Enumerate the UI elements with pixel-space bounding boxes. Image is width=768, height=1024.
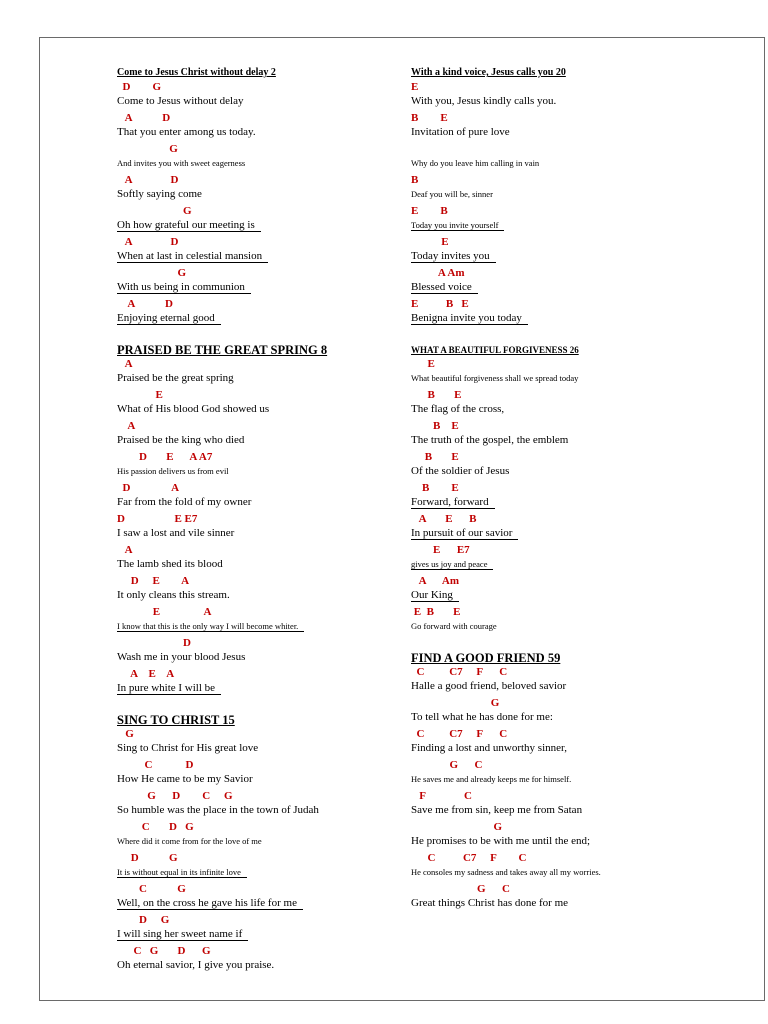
lyric-line: [117, 371, 407, 389]
chord-line: A D: [117, 174, 179, 186]
song-block: [117, 329, 407, 699]
lyric-line: [411, 588, 711, 606]
lyric-text: He consoles my sadness and takes away all my worries.: [411, 867, 601, 877]
chord-line: C C7 F C: [411, 666, 508, 678]
chord-line: A Am: [411, 575, 459, 587]
chord-line: A: [117, 358, 133, 370]
lyric-text: I know that this is the only way I will become whiter.: [117, 621, 304, 632]
lyric-text: With us being in communion: [117, 281, 251, 294]
lyric-text: Today you invite yourself: [411, 220, 504, 231]
chord-line: D E A A7: [117, 451, 213, 463]
lyric-text: His passion delivers us from evil: [117, 466, 229, 476]
lyric-line: [117, 495, 407, 513]
lyric-text: Our King: [411, 589, 459, 602]
lyric-line: [117, 557, 407, 575]
lyric-line: [117, 803, 407, 821]
lyric-text: The lamb shed its blood: [117, 558, 223, 570]
chord-line: C G: [117, 883, 186, 895]
chord-line: A: [117, 544, 133, 556]
lyric-line: [411, 803, 711, 821]
song-title: SING TO CHRIST 15: [117, 713, 235, 727]
chord-line: G: [117, 205, 192, 217]
chord-line: D G: [117, 852, 178, 864]
chord-line: G: [117, 728, 134, 740]
chord-line: D G: [117, 81, 161, 93]
song-title: FIND A GOOD FRIEND 59: [411, 651, 561, 665]
lyric-text: Wash me in your blood Jesus: [117, 651, 246, 663]
chord-line: E B: [411, 205, 448, 217]
lyric-line: [117, 280, 407, 298]
lyric-text: Benigna invite you today: [411, 312, 528, 325]
lyric-text: Praised be the great spring: [117, 372, 234, 384]
chord-line: A D: [117, 298, 173, 310]
songbook-page: [39, 37, 765, 1001]
lyric-text: What beautiful forgiveness shall we spread today: [411, 373, 579, 383]
chord-line: A E B: [411, 513, 477, 525]
lyric-line: [117, 865, 407, 883]
chord-line: E B E: [411, 298, 469, 310]
chord-line: C G D G: [117, 945, 211, 957]
chord-line: G D C G: [117, 790, 233, 802]
chord-line: B: [411, 174, 419, 186]
lyric-line: [411, 526, 711, 544]
chord-line: E: [117, 389, 163, 401]
lyric-text: Oh how grateful our meeting is: [117, 219, 261, 232]
chord-line: B E: [411, 112, 448, 124]
lyric-text: Deaf you will be, sinner: [411, 189, 493, 199]
song-block: [411, 329, 711, 637]
chord-line: G: [411, 697, 500, 709]
lyric-line: [117, 402, 407, 420]
lyric-line: [411, 94, 711, 112]
chord-line: G: [117, 267, 187, 279]
lyric-line: [117, 958, 407, 976]
lyric-text: Great things Christ has done for me: [411, 897, 569, 909]
lyric-text: Well, on the cross he gave his life for me: [117, 897, 303, 910]
lyric-line: [411, 187, 711, 205]
chord-line: E: [411, 81, 419, 93]
lyric-text: That you enter among us today.: [117, 126, 256, 138]
lyric-line: [117, 741, 407, 759]
lyric-text: Forward, forward: [411, 496, 495, 509]
lyric-line: [411, 280, 711, 298]
song-block: [117, 66, 407, 329]
lyric-text: Invitation of pure love: [411, 126, 510, 138]
chord-line: E: [411, 358, 435, 370]
chord-line: D E A: [117, 575, 190, 587]
chord-line: D G: [117, 914, 170, 926]
lyric-text: I saw a lost and vile sinner: [117, 527, 235, 539]
lyric-line: [411, 710, 711, 728]
lyric-line: [411, 371, 711, 389]
lyric-line: [411, 311, 711, 329]
song-title: Come to Jesus Christ without delay 2: [117, 67, 276, 78]
lyric-text: Enjoying eternal good: [117, 312, 221, 325]
lyric-line: [411, 433, 711, 451]
lyric-line: [117, 218, 407, 236]
chord-line: B E: [411, 482, 459, 494]
lyric-line: [117, 681, 407, 699]
song-title: With a kind voice, Jesus calls you 20: [411, 67, 566, 78]
lyric-text: Why do you leave him calling in vain: [411, 158, 540, 168]
chord-line: E E7: [411, 544, 470, 556]
lyric-line: [117, 156, 407, 174]
lyric-line: [411, 218, 711, 236]
chord-line: C D: [117, 759, 194, 771]
lyric-text: Sing to Christ for His great love: [117, 742, 259, 754]
lyric-line: [117, 772, 407, 790]
chord-line: B E: [411, 451, 459, 463]
chord-line: D A: [117, 482, 180, 494]
lyric-line: [411, 557, 711, 575]
lyric-line: [117, 464, 407, 482]
lyric-line: [117, 94, 407, 112]
lyric-text: It is without equal in its infinite love: [117, 867, 247, 878]
chord-line: G: [411, 821, 503, 833]
lyric-text: Praised be the king who died: [117, 434, 245, 446]
song-block: [117, 699, 407, 976]
lyric-text: Oh eternal savior, I give you praise.: [117, 959, 275, 971]
lyric-text: In pure white I will be: [117, 682, 221, 695]
chord-line: F C: [411, 790, 473, 802]
lyric-text: Far from the fold of my owner: [117, 496, 252, 508]
chord-line: D E E7: [117, 513, 198, 525]
lyric-line: [117, 125, 407, 143]
chord-line: A D: [117, 236, 179, 248]
lyric-line: [117, 311, 407, 329]
lyric-line: [411, 772, 711, 790]
chord-line: G: [117, 143, 178, 155]
chord-line: A Am: [411, 267, 465, 279]
lyric-text: In pursuit of our savior: [411, 527, 518, 540]
lyric-text: Halle a good friend, beloved savior: [411, 680, 567, 692]
right-column: [411, 66, 711, 914]
lyric-text: Go forward with courage: [411, 621, 497, 631]
song-title: PRAISED BE THE GREAT SPRING 8: [117, 343, 328, 357]
lyric-text: He saves me and already keeps me for himself.: [411, 774, 572, 784]
lyric-line: [411, 741, 711, 759]
lyric-line: [411, 156, 711, 174]
lyric-line: [117, 526, 407, 544]
lyric-text: The truth of the gospel, the emblem: [411, 434, 569, 446]
lyric-text: The flag of the cross,: [411, 403, 505, 415]
lyric-line: [411, 495, 711, 513]
lyric-text: How He came to be my Savior: [117, 773, 253, 785]
lyric-line: [117, 650, 407, 668]
chord-line: C C7 F C: [411, 852, 527, 864]
lyric-line: [411, 249, 711, 267]
chord-line: E A: [117, 606, 212, 618]
song-spacer: [117, 699, 407, 713]
chord-line: G C: [411, 883, 510, 895]
song-spacer: [411, 329, 711, 343]
lyric-text: gives us joy and peace: [411, 559, 493, 570]
lyric-line: [411, 896, 711, 914]
lyric-text: It only cleans this stream.: [117, 589, 230, 601]
lyric-line: [117, 249, 407, 267]
song-spacer: [117, 329, 407, 343]
lyric-text: Finding a lost and unworthy sinner,: [411, 742, 567, 754]
lyric-text: Softly saying come: [117, 188, 202, 200]
lyric-line: [411, 125, 711, 143]
lyric-text: And invites you with sweet eagerness: [117, 158, 246, 168]
left-column: [117, 66, 407, 976]
lyric-line: [411, 834, 711, 852]
chord-line: A E A: [117, 668, 175, 680]
lyric-line: [411, 464, 711, 482]
lyric-line: [117, 896, 407, 914]
chord-line: C D G: [117, 821, 194, 833]
chord-line: E: [411, 236, 449, 248]
lyric-line: [411, 402, 711, 420]
chord-line: E B E: [411, 606, 461, 618]
song-title: WHAT A BEAUTIFUL FORGIVENESS 26: [411, 345, 579, 355]
lyric-line: [117, 187, 407, 205]
chord-line: B E: [411, 389, 462, 401]
lyric-line: [117, 433, 407, 451]
chord-line: A D: [117, 112, 171, 124]
chord-line: B E: [411, 420, 459, 432]
song-spacer: [411, 637, 711, 651]
lyric-text: So humble was the place in the town of Judah: [117, 804, 319, 816]
lyric-text: I will sing her sweet name if: [117, 928, 248, 941]
lyric-text: Where did it come from for the love of me: [117, 836, 262, 846]
lyric-text: When at last in celestial mansion: [117, 250, 268, 263]
chord-line: D: [117, 637, 191, 649]
lyric-text: Save me from sin, keep me from Satan: [411, 804, 583, 816]
lyric-text: Of the soldier of Jesus: [411, 465, 510, 477]
lyric-line: [117, 619, 407, 637]
lyric-text: Blessed voice: [411, 281, 478, 294]
chord-line: C C7 F C: [411, 728, 508, 740]
song-block: [411, 66, 711, 329]
lyric-text: Today invites you: [411, 250, 496, 263]
lyric-line: [411, 679, 711, 697]
chord-line: G C: [411, 759, 483, 771]
lyric-line: [411, 619, 711, 637]
lyric-text: What of His blood God showed us: [117, 403, 270, 415]
lyric-text: He promises to be with me until the end;: [411, 835, 591, 847]
lyric-line: [117, 834, 407, 852]
lyric-line: [117, 588, 407, 606]
lyric-text: To tell what he has done for me:: [411, 711, 553, 723]
lyric-line: [411, 865, 711, 883]
lyric-text: With you, Jesus kindly calls you.: [411, 95, 557, 107]
chord-line: [411, 143, 711, 156]
lyric-line: [117, 927, 407, 945]
song-block: [411, 637, 711, 914]
chord-line: A: [117, 420, 136, 432]
lyric-text: Come to Jesus without delay: [117, 95, 244, 107]
